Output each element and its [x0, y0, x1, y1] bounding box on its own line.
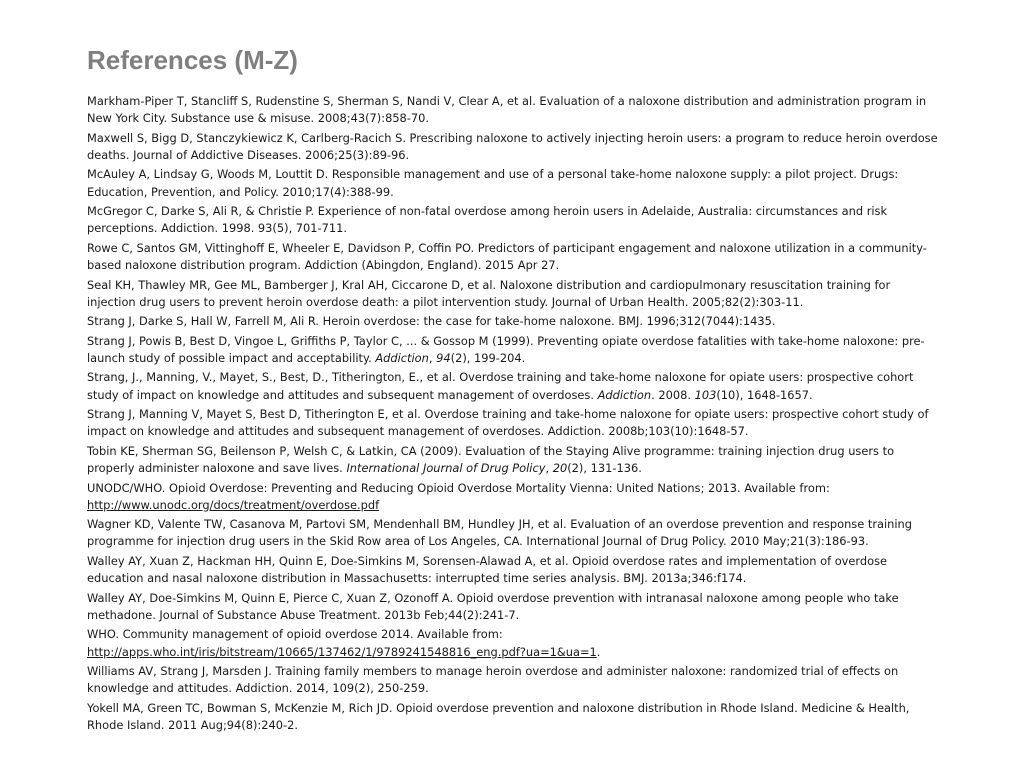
reference-item: [87, 333, 939, 367]
reference-item: [87, 130, 939, 164]
reference-volume: 20: [552, 461, 568, 476]
reference-pages: (10), 1648-1657.: [716, 387, 813, 402]
reference-item: [87, 93, 939, 127]
reference-item: [87, 203, 939, 237]
reference-item: [87, 166, 939, 200]
reference-text: Yokell MA, Green TC, Bowman S, McKenzie M, Rich JD. Opioid overdose prevention and naloxone distribution in Rhode Island. Medicine & Health, Rhode Island. 2011 Aug;94(8):240-2.: [87, 700, 910, 732]
reference-item: [87, 406, 939, 440]
reference-text: Strang J, Manning V, Mayet S, Best D, Titherington E, et al. Overdose training and take-home naloxone for opiate users: prospective cohort study of impact on knowledge and attitudes and subsequent management of overdoses. Addiction. 2008b;103(10):1648-57.: [87, 407, 929, 439]
unodc-overdose-link[interactable]: http://www.unodc.org/docs/treatment/overdose.pdf: [87, 497, 380, 512]
reference-item: [87, 480, 939, 514]
reference-item: [87, 277, 939, 311]
reference-text: Walley AY, Doe-Simkins M, Quinn E, Pierce C, Xuan Z, Ozonoff A. Opioid overdose prevention with intranasal naloxone among people who take methadone. Journal of Substance Abuse Treatment. 2013b Feb;44(2):241-7.: [87, 590, 899, 622]
reference-separator: ,: [428, 350, 437, 365]
reference-separator: ,: [545, 461, 553, 476]
reference-volume: 94: [436, 350, 451, 365]
reference-journal: Addiction: [375, 350, 429, 365]
who-overdose-link[interactable]: http://apps.who.int/iris/bitstream/10665/137462/1/9789241548816_eng.pdf?ua=1&ua=1: [87, 644, 597, 659]
reference-pages: (2), 131-136.: [567, 461, 642, 476]
reference-item: [87, 590, 939, 624]
page-title: References (M-Z): [87, 45, 298, 75]
reference-item: [87, 369, 939, 403]
reference-text: Strang J, Powis B, Best D, Vingoe L, Griffiths P, Taylor C, ... & Gossop M (1999). Preventing opiate overdose fatalities with take-home naloxone: pre-launch study of possible impact and acceptability.: [87, 333, 925, 365]
reference-volume: 103: [694, 387, 717, 402]
reference-item: [87, 313, 939, 330]
reference-text: Rowe C, Santos GM, Vittinghoff E, Wheeler E, Davidson P, Coffin PO. Predictors of participant engagement and naloxone utilization in a community-based naloxone distribution program. Addiction (Abingdon, England). 2015 Apr 27.: [87, 240, 927, 273]
reference-journal: Addiction: [597, 387, 652, 402]
reference-item: [87, 443, 939, 477]
reference-list: [87, 93, 939, 736]
reference-text: Tobin KE, Sherman SG, Beilenson P, Welsh C, & Latkin, CA (2009). Evaluation of the Staying Alive programme: training injection drug users to properly administer naloxone and save lives.: [87, 443, 895, 476]
reference-item: [87, 663, 939, 697]
reference-text: Williams AV, Strang J, Marsden J. Training family members to manage heroin overdose and administer naloxone: randomized trial of effects on knowledge and attitudes. Addiction. 2014, 109(2), 250-259.: [87, 664, 899, 696]
reference-text: WHO. Community management of opioid overdose 2014. Available from:: [87, 627, 503, 642]
reference-text: Markham-Piper T, Stancliff S, Rudenstine S, Sherman S, Nandi V, Clear A, et al. Evaluation of a naloxone distribution and administration program in New York City. Substance use & misuse. 2008;43(7):858-70.: [87, 94, 927, 126]
reference-text: Seal KH, Thawley MR, Gee ML, Bamberger J, Kral AH, Ciccarone D, et al. Naloxone distribution and cardiopulmonary resuscitation training for injection drug users to prevent heroin overdose death: a pilot intervention study. Journal of Urban Health. 2005;82(2):303-11.: [87, 277, 891, 309]
reference-text: Strang J, Darke S, Hall W, Farrell M, Ali R. Heroin overdose: the case for take-home naloxone. BMJ. 1996;312(7044):1435.: [87, 314, 776, 329]
reference-item: [87, 240, 939, 274]
reference-item: [87, 700, 939, 734]
reference-text: McGregor C, Darke S, Ali R, & Christie P. Experience of non-fatal overdose among heroin users in Adelaide, Australia: circumstances and risk perceptions. Addiction. 1998. 93(5), 701-711.: [87, 204, 888, 236]
reference-text: Wagner KD, Valente TW, Casanova M, Partovi SM, Mendenhall BM, Hundley JH, et al. Evaluation of an overdose prevention and response training programme for injection drug users in the Skid Row area of Los Angeles, CA. International Journal of Drug Policy. 2010 May;21(3):186-93.: [87, 517, 913, 549]
reference-text: Strang, J., Manning, V., Mayet, S., Best, D., Titherington, E., et al. Overdose training and take-home naloxone for opiate users: prospective cohort study of impact on knowledge and attitudes and subsequent management of overdoses.: [87, 370, 914, 402]
reference-separator: . 2008.: [651, 387, 695, 402]
reference-text: Maxwell S, Bigg D, Stanczykiewicz K, Carlberg-Racich S. Prescribing naloxone to actively injecting heroin users: a program to reduce heroin overdose deaths. Journal of Addictive Diseases. 2006;25(3):89-96.: [87, 130, 938, 162]
reference-item: [87, 626, 939, 660]
reference-suffix: .: [596, 644, 601, 659]
reference-pages: (2), 199-204.: [450, 350, 526, 365]
reference-text: UNODC/WHO. Opioid Overdose: Preventing and Reducing Opioid Overdose Mortality Vienna: United Nations; 2013. Available from:: [87, 480, 830, 495]
reference-text: McAuley A, Lindsay G, Woods M, Louttit D. Responsible management and use of a personal take-home naloxone supply: a pilot project. Drugs: Education, Prevention, and Policy. 2010;17(4):388-99.: [87, 167, 899, 199]
reference-item: [87, 553, 939, 587]
reference-text: Walley AY, Xuan Z, Hackman HH, Quinn E, Doe-Simkins M, Sorensen-Alawad A, et al. Opioid overdose rates and implementation of overdose education and nasal naloxone distribution in Massachusetts: interrupted time series analysis. BMJ. 2013a;346:f174.: [87, 553, 888, 586]
reference-journal: International Journal of Drug Policy: [346, 461, 546, 476]
reference-item: [87, 516, 939, 550]
